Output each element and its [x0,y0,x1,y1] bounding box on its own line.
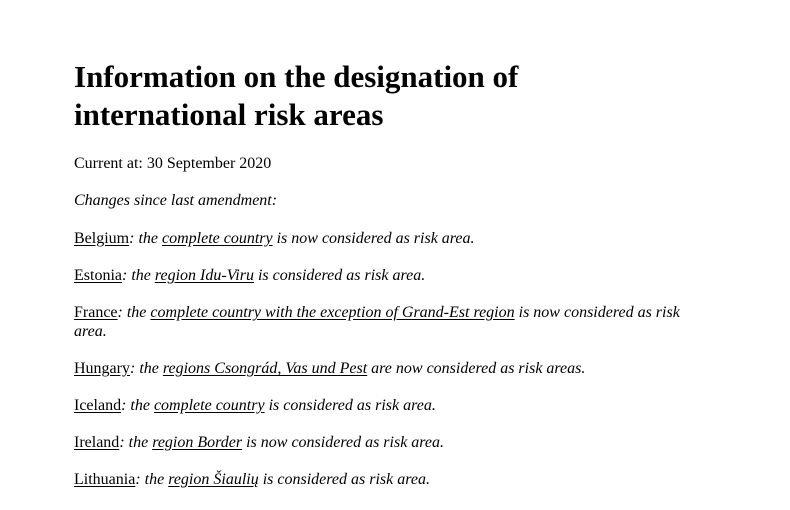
country-link[interactable]: Belgium [74,230,130,247]
country-link[interactable]: Hungary [74,360,130,377]
entry-rest: is now considered as risk area. [74,304,680,340]
region-link[interactable]: complete country [161,230,273,247]
region-link[interactable]: region Idu-Viru [154,267,254,284]
entry-separator: : the [121,397,154,414]
entry-rest: are now considered as risk areas. [367,360,586,377]
document-page [74,58,714,489]
country-link[interactable]: Ireland [74,434,120,451]
entry-rest: is considered as risk area. [264,397,436,414]
entry-separator: : the [117,304,151,321]
country-link[interactable]: Estonia [74,267,122,284]
country-link[interactable]: France [74,304,118,321]
entry-rest: is considered as risk area. [258,471,430,488]
entry-separator: : the [129,360,163,377]
entry-hungary [74,359,714,378]
region-link[interactable]: complete country [153,397,265,414]
entry-ireland [74,433,714,452]
current-date: Current at: 30 September 2020 [74,155,272,172]
region-link[interactable]: region Border [152,434,243,451]
entry-iceland [74,396,714,415]
entry-lithuania [74,470,714,489]
title-line-1: Information on the designation of [74,59,519,94]
region-link[interactable]: region Šiaulių [168,471,259,488]
entry-separator: : the [122,267,155,284]
title-line-2: international risk areas [74,97,384,132]
region-link[interactable]: regions Csongrád, Vas und Pest [162,360,368,377]
document-title [74,58,714,134]
entry-estonia [74,266,714,285]
region-link[interactable]: complete country with the exception of Grand-Est region [150,304,515,321]
entry-separator: : the [119,434,153,451]
country-link[interactable]: Iceland [74,397,122,414]
entry-separator: : the [135,471,169,488]
entry-belgium [74,229,714,248]
changes-heading: Changes since last amendment: [74,192,278,209]
entry-france [74,303,714,341]
entry-separator: : the [129,230,162,247]
entry-rest: is now considered as risk area. [272,230,475,247]
entry-rest: is now considered as risk area. [242,434,445,451]
country-link[interactable]: Lithuania [74,471,136,488]
entry-rest: is considered as risk area. [253,267,426,284]
